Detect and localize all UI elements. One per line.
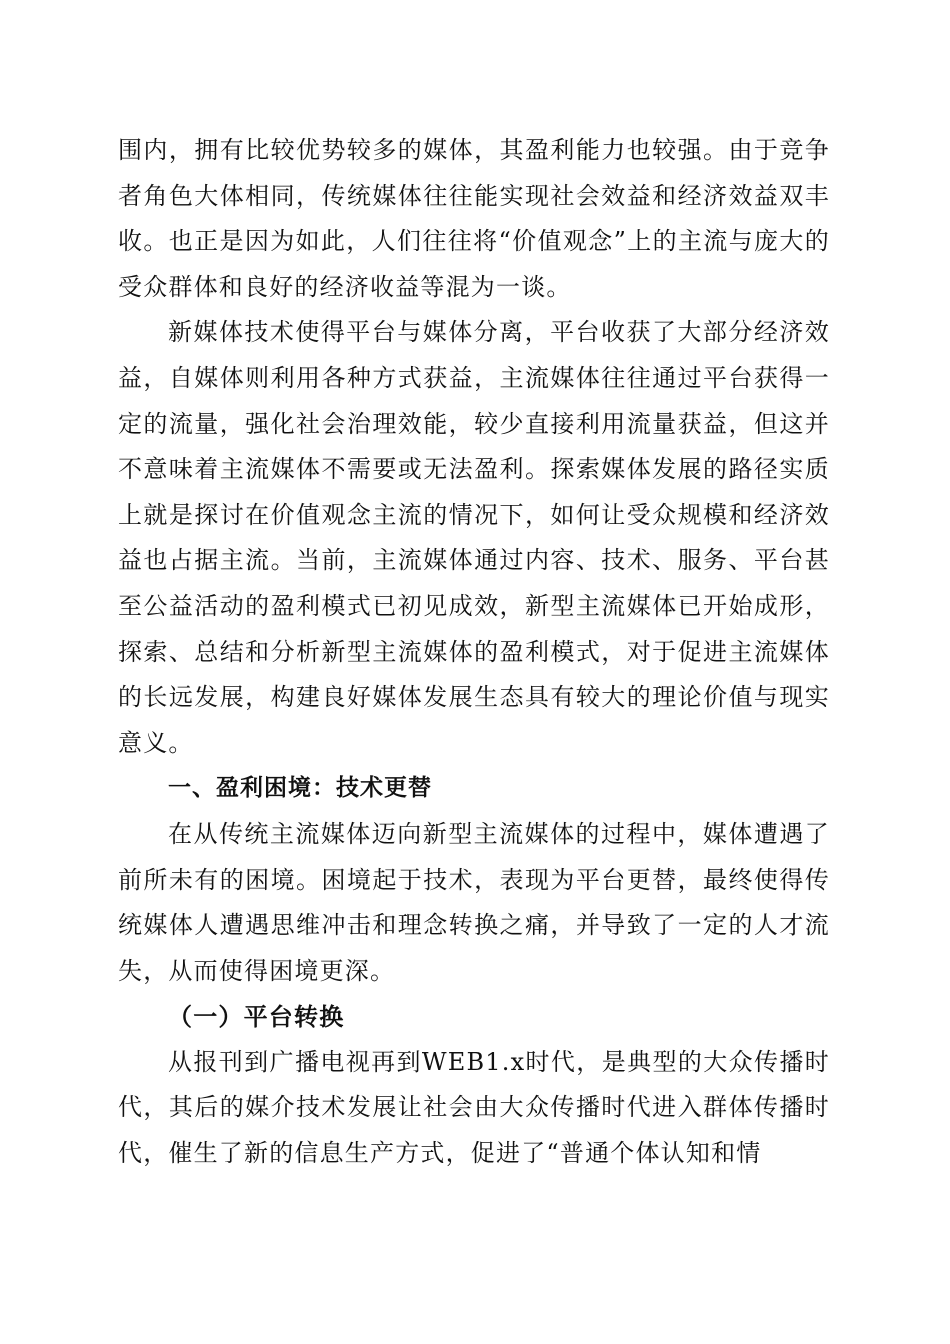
- subsection-heading: （一）平台转换: [168, 1002, 345, 1032]
- paragraph-1: 围内，拥有比较优势较多的媒体，其盈利能力也较强。由于竞争者角色大体相同，传统媒体往往能实现社会效益和经济效益双丰收。也正是因为如此，人们往往将“价值观念”上的主流与庞大的受众群体和良好的经济收益等混为一谈。: [118, 136, 830, 301]
- paragraph-4: 从报刊到广播电视再到WEB1.x时代，是典型的大众传播时代，其后的媒介技术发展让社会由大众传播时代进入群体传播时代，催生了新的信息生产方式，促进了“普通个体认知和情: [118, 1047, 830, 1168]
- document-page: [118, 128, 830, 1177]
- paragraph-2: 新媒体技术使得平台与媒体分离，平台收获了大部分经济效益，自媒体则利用各种方式获益，主流媒体往往通过平台获得一定的流量，强化社会治理效能，较少直接利用流量获益，但这并不意味着主流媒体不需要或无法盈利。探索媒体发展的路径实质上就是探讨在价值观念主流的情况下，如何让受众规模和经济效益也占据主流。当前，主流媒体通过内容、技术、服务、平台甚至公益活动的盈利模式已初见成效，新型主流媒体已开始成形，探索、总结和分析新型主流媒体的盈利模式，对于促进主流媒体的长远发展，构建良好媒体发展生态具有较大的理论价值与现实意义。: [118, 318, 830, 757]
- section-heading: 一、盈利困境：技术更替: [168, 775, 432, 802]
- paragraph-3: 在从传统主流媒体迈向新型主流媒体的过程中，媒体遭遇了前所未有的困境。困境起于技术，表现为平台更替，最终使得传统媒体人遭遇思维冲击和理念转换之痛，并导致了一定的人才流失，从而使得困境更深。: [118, 819, 830, 985]
